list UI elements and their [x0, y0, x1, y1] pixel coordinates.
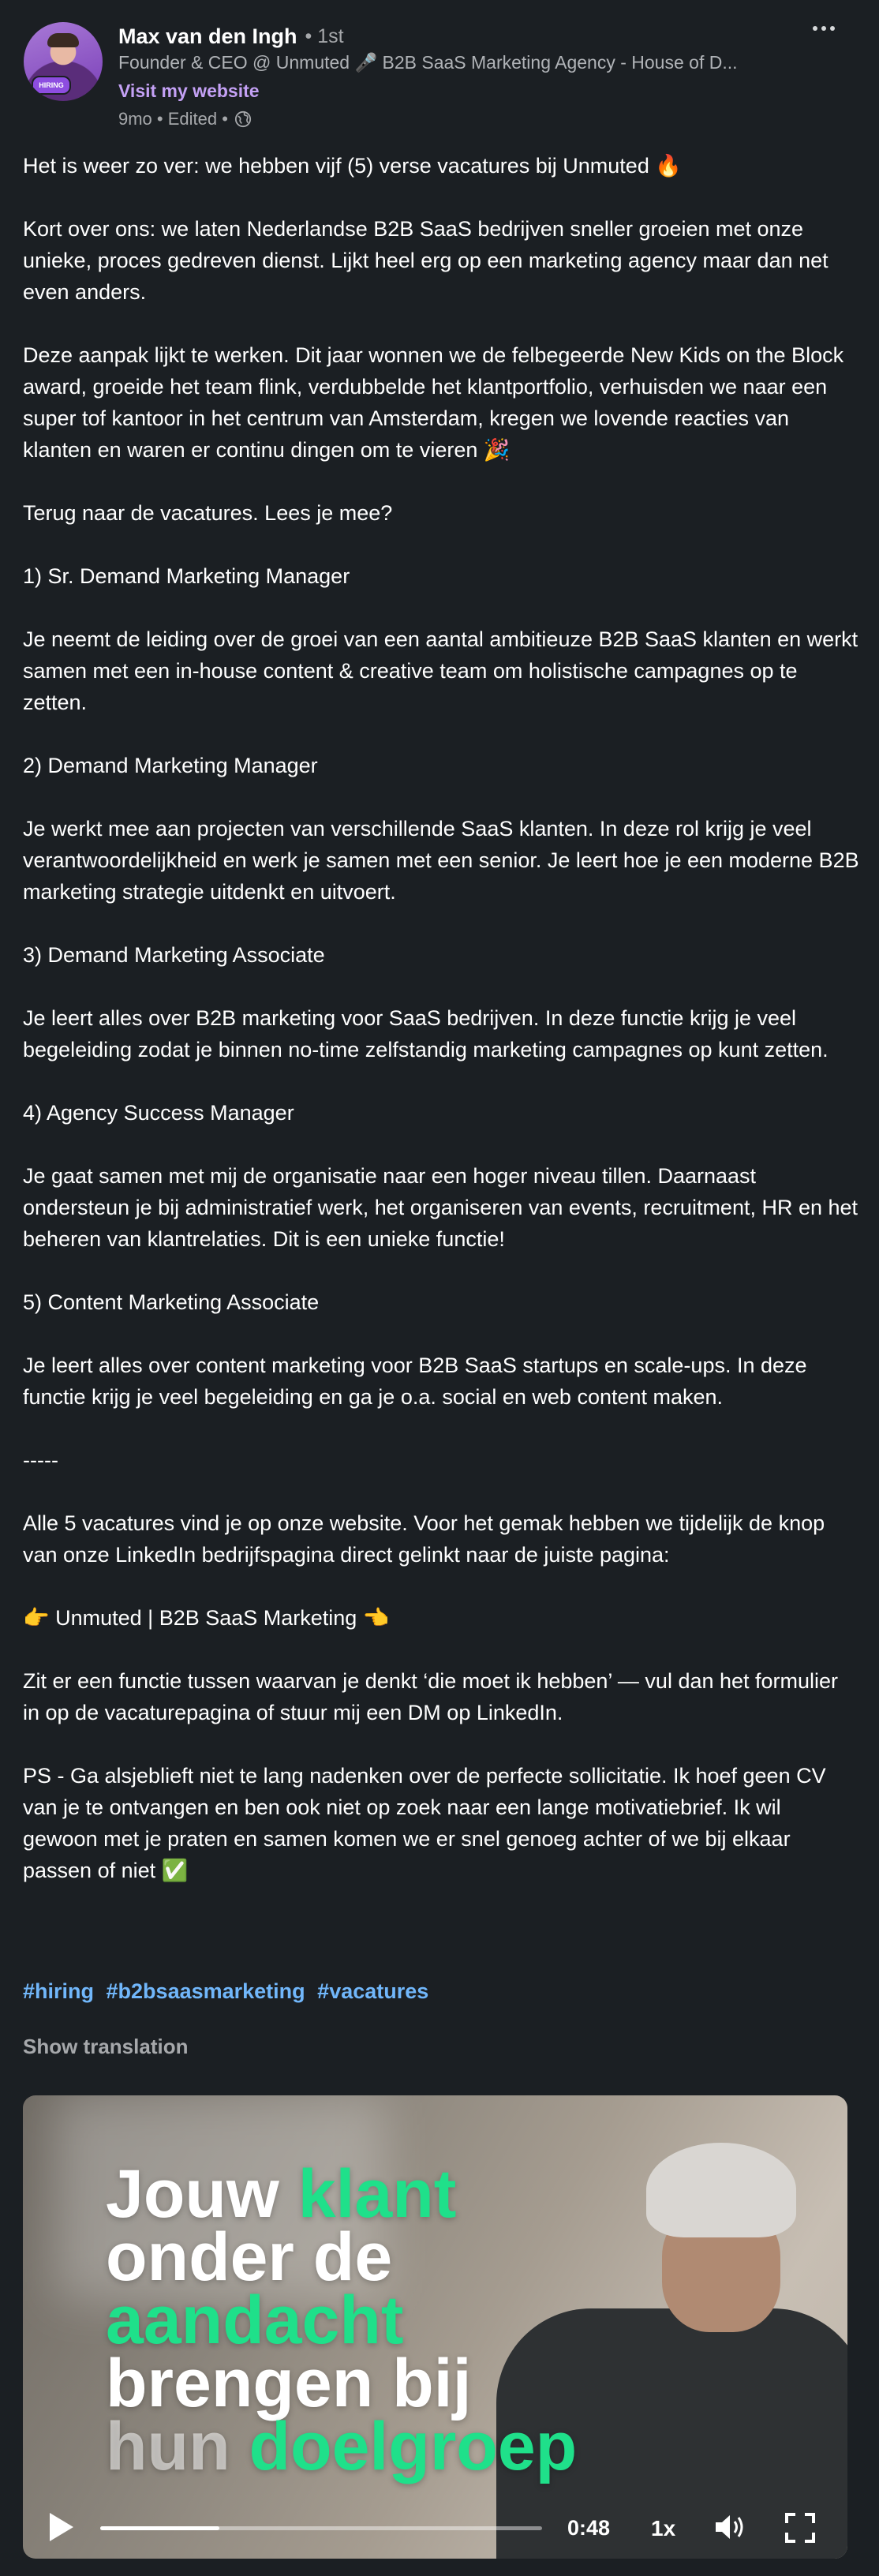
caption-word: Jouw: [106, 2156, 298, 2232]
show-translation-button[interactable]: Show translation: [23, 2035, 189, 2058]
vacancy-description: Je neemt de leiding over de groei van een aantal ambitieuze B2B SaaS klanten en werkt samen met een in-house content & creative team om holistische campagnes op te zetten.: [23, 627, 858, 714]
more-horizontal-icon: [813, 26, 817, 31]
fullscreen-icon[interactable]: [785, 2513, 815, 2543]
company-page-mention[interactable]: 👉 Unmuted | B2B SaaS Marketing 👈: [23, 1606, 390, 1630]
video-time: 0:48: [567, 2516, 611, 2540]
author-headline: Founder & CEO @ Unmuted 🎤 B2B SaaS Marketing Agency - House of D...: [118, 52, 738, 73]
vacancy-description: Je leert alles over B2B marketing voor SaaS bedrijven. In deze functie krijg je veel begeleiding zodat je binnen no-time zelfstandig marketing campagnes op kunt zetten.: [23, 1006, 829, 1061]
vacancy-title: 4) Agency Success Manager: [23, 1101, 294, 1125]
post-paragraph: PS - Ga alsjeblieft niet te lang nadenken over de perfecte sollicitatie. Ik hoef geen CV van je te ontvangen en ben ook niet op zoek naar een lange motivatiebrief. Ik wil gewoon met je praten en samen komen we er snel genoeg achter of we bij elkaar passen of niet ✅: [23, 1764, 826, 1882]
caption-word-highlight: klant: [297, 2156, 457, 2232]
hashtag-hiring[interactable]: #hiring: [23, 1979, 95, 2003]
video-player[interactable]: [23, 2095, 847, 2559]
vacancy-title: 3) Demand Marketing Associate: [23, 943, 325, 967]
caption-line: onder de: [106, 2219, 393, 2295]
vacancy-description: Je leert alles over content marketing voor B2B SaaS startups en scale-ups. In deze functie krijg je veel begeleiding en ga je o.a. social en web content maken.: [23, 1354, 807, 1409]
video-progress-fill: [100, 2526, 219, 2530]
post-paragraph: Deze aanpak lijkt te werken. Dit jaar wonnen we de felbegeerde New Kids on the Block award, groeide het team flink, verdubbelde het klantportfolio, verhuisden we naar een super tof kantoor in het centrum van Amsterdam, kregen we lovende reacties van klanten en waren er continu dingen om te vieren 🎉: [23, 343, 844, 462]
video-caption: [106, 2156, 578, 2484]
post-paragraph: Zit er een functie tussen waarvan je denkt ‘die moet ik hebben’ — vul dan het formulier in op de vacaturepagina of stuur mij een DM op LinkedIn.: [23, 1669, 839, 1724]
avatar-hiring-badge: HIRING: [32, 76, 71, 95]
vacancy-title: 1) Sr. Demand Marketing Manager: [23, 564, 350, 588]
post-paragraph: Kort over ons: we laten Nederlandse B2B SaaS bedrijven sneller groeien met onze unieke, proces gedreven dienst. Lijkt heel erg op een marketing agency maar dan net even anders.: [23, 217, 829, 304]
post-timestamp: 9mo • Edited •: [118, 109, 228, 129]
more-dot: [830, 26, 835, 31]
vacancy-title: 5) Content Marketing Associate: [23, 1290, 320, 1314]
connection-degree: • 1st: [305, 24, 344, 47]
video-progress-bar[interactable]: [100, 2526, 542, 2530]
author-name[interactable]: Max van den Ingh: [118, 24, 297, 48]
post-paragraph: Het is weer zo ver: we hebben vijf (5) verse vacatures bij Unmuted 🔥: [23, 154, 682, 178]
post-paragraph: Alle 5 vacatures vind je op onze website. Voor het gemak hebben we tijdelijk de knop van onze LinkedIn bedrijfspagina direct gelinkt naar de juiste pagina:: [23, 1511, 825, 1567]
caption-line-highlight: aandacht: [106, 2282, 404, 2358]
divider-text: -----: [23, 1448, 58, 1472]
playback-speed-button[interactable]: 1x: [651, 2516, 676, 2540]
author-avatar[interactable]: [24, 22, 103, 101]
play-icon[interactable]: [48, 2511, 75, 2543]
hashtag-vacatures[interactable]: #vacatures: [317, 1979, 429, 2003]
post-body: [23, 150, 859, 1918]
volume-icon[interactable]: [714, 2513, 746, 2541]
caption-word: hun: [106, 2409, 249, 2484]
hashtag-b2bsaasmarketing[interactable]: #b2bsaasmarketing: [106, 1979, 305, 2003]
post-meta: [118, 109, 252, 129]
video-person-cap: [646, 2143, 796, 2237]
vacancy-description: Je gaat samen met mij de organisatie naar een hoger niveau tillen. Daarnaast ondersteun je bij administratief werk, het organiseren van events, recruitment, HR en het beheren van klantrelaties. Dit is een unieke functie!: [23, 1164, 858, 1251]
caption-line: brengen bij: [106, 2346, 472, 2421]
vacancy-title: 2) Demand Marketing Manager: [23, 754, 318, 777]
vacancy-description: Je werkt mee aan projecten van verschillende SaaS klanten. In deze rol krijg je veel verantwoordelijkheid en werk je samen met een senior. Je leert hoe je een moderne B2B marketing strategie uitdenkt en uitvoert.: [23, 817, 859, 904]
post-paragraph: Terug naar de vacatures. Lees je mee?: [23, 501, 393, 525]
visit-website-link[interactable]: Visit my website: [118, 80, 260, 101]
author-name-row: [118, 22, 344, 51]
hashtags: [23, 1979, 435, 2004]
globe-icon: [234, 110, 252, 128]
avatar-hair: [47, 33, 79, 47]
caption-word-highlight: doelgroep: [249, 2409, 578, 2484]
more-options-button[interactable]: [802, 11, 846, 46]
video-controls: [23, 2496, 847, 2559]
more-dot: [821, 26, 826, 31]
